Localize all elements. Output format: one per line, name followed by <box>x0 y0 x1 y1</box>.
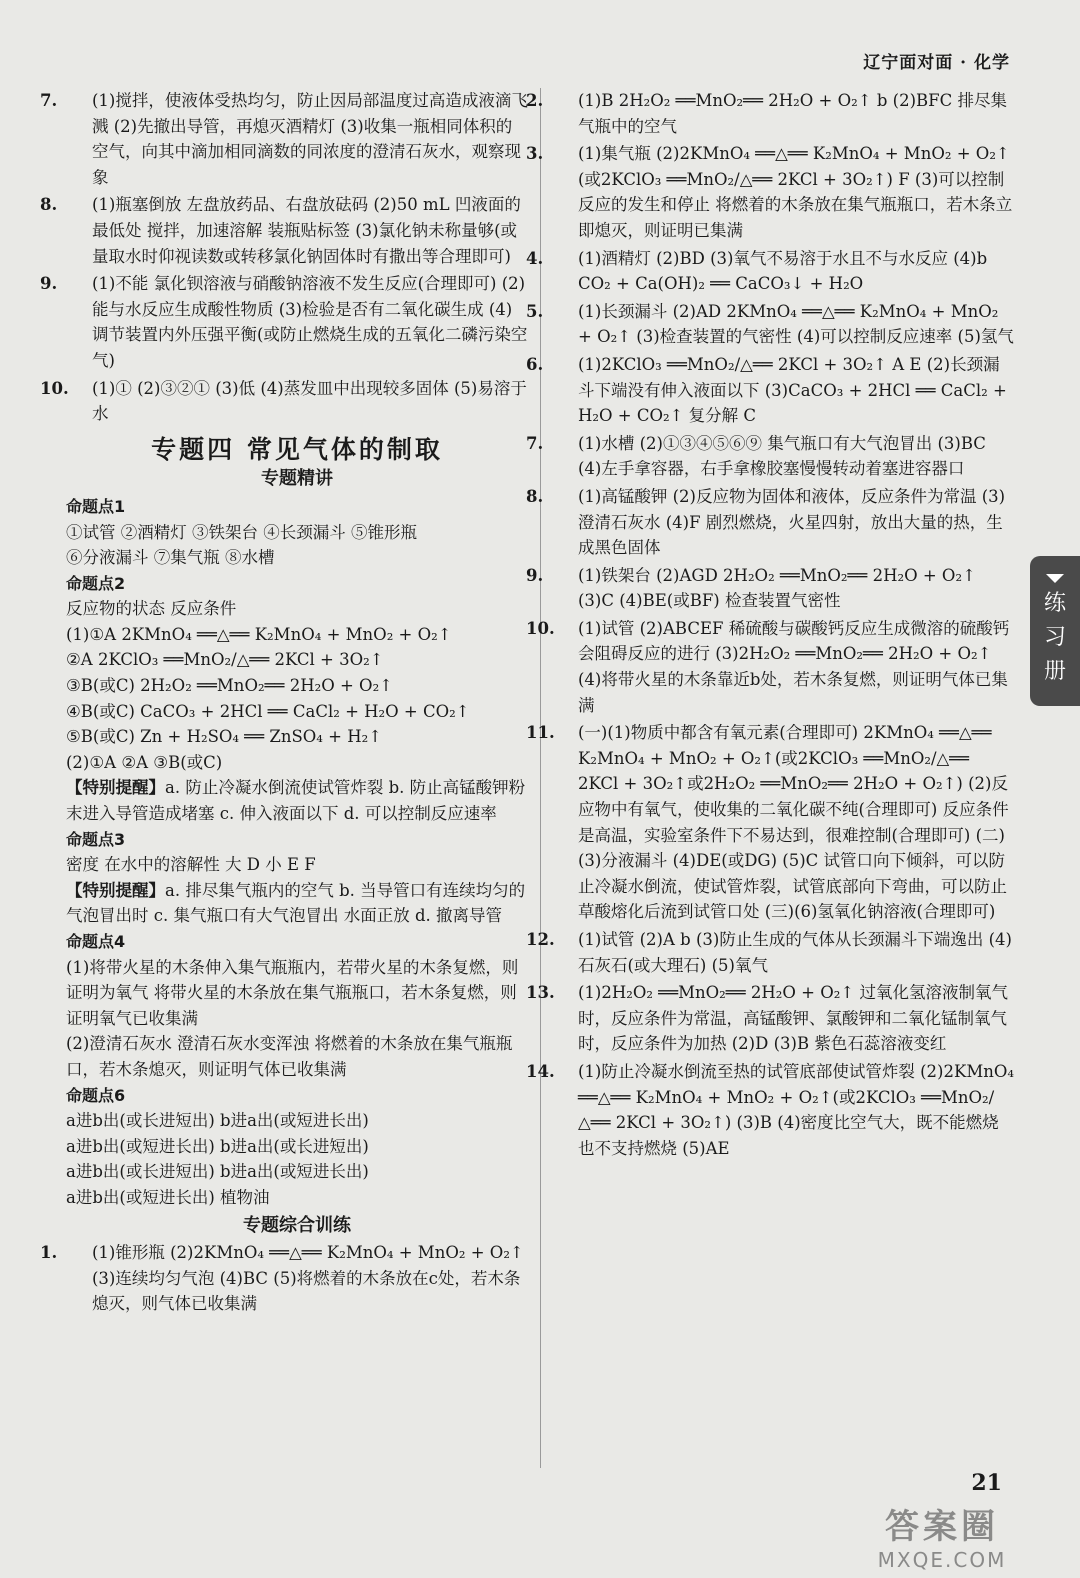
tip-paragraph: 【特别提醒】a. 防止冷凝水倒流使试管炸裂 b. 防止高锰酸钾粉末进入导管造成堵塞 c. 伸入液面以下 d. 可以控制反应速率 <box>66 778 526 824</box>
answer-item: 8. (1)高锰酸钾 (2)反应物为固体和液体，反应条件为常温 (3)澄清石灰水 (4)F 剧烈燃烧，火星四射，放出大量的热，生成黑色固体 <box>526 486 1006 558</box>
answer-item: 1. (1)锥形瓶 (2)2KMnO₄ ══△══ K₂MnO₄ + MnO₂ + O₂↑ (3)连续均匀气泡 (4)BC (5)将燃着的木条放在c处，若木条熄灭，则气体已收集满 <box>40 1243 530 1314</box>
point-title: 命题点4 <box>66 932 126 951</box>
answer-item: 14. (1)防止冷凝水倒流至热的试管底部使试管炸裂 (2)2KMnO₄ ══△══ K₂MnO₄ + MnO₂ + O₂↑(或2KClO₃ ══MnO₂/△══ 2KCl + 3O₂↑) (3)B (4)密度比空气大，既不能燃烧也不支持燃烧 (5)AE <box>526 1061 1020 1158</box>
equation-line: ②A 2KClO₃ ══MnO₂/△══ 2KCl + 3O₂↑ <box>66 650 384 670</box>
right-column <box>526 88 1020 1163</box>
point-title: 命题点2 <box>66 573 126 593</box>
text-line: ⑥分液漏斗 ⑦集气瓶 ⑧水槽 <box>66 548 275 568</box>
answer-item: 7. (1)搅拌，使液体受热均匀，防止因局部温度过高造成液滴飞溅 (2)先撤出导管，再熄灭酒精灯 (3)收集一瓶相同体积的空气，向其中滴加相同滴数的同浓度的澄清石灰水，观察现象 <box>40 91 528 187</box>
text-line: a进b出(或长进短出) b进a出(或短进长出) <box>66 1111 369 1131</box>
answer-item: 6. (1)2KClO₃ ══MnO₂/△══ 2KCl + 3O₂↑ A E (2)长颈漏斗下端没有伸入液面以下 (3)CaCO₃ + 2HCl ══ CaCl₂ + H₂O + CO₂↑ 复分解 C <box>526 354 1013 426</box>
answer-item: 9. (1)不能 氯化钡溶液与硝酸钠溶液不发生反应(合理即可) (2)能与水反应生成酸性物质 (3)检验是否有二氧化碳生成 (4)调节装置内外压强平衡(或防止燃烧生成的五氧化二磷污染空气) <box>40 274 528 370</box>
answer-item: 11. (一)(1)物质中都含有氧元素(合理即可) 2KMnO₄ ══△══ K₂MnO₄ + MnO₂ + O₂↑(或2KClO₃ ══MnO₂/△══ 2KCl + 3O₂↑或2H₂O₂ ══MnO₂══ 2H₂O + O₂↑) (2)反应物中有氧气，使收集的二氧化碳不纯(合理即可) 反应条件是高温，实验室条件下不易达到，很难控制(合理即可) (二)(3)分液漏斗 (4)DE(或DG) (5)C 试管口向下倾斜，可以防止冷凝水倒流，使试管炸裂，试管底部向下弯曲，可以防止草酸熔化后流到试管口处 (三)(6)氢氧化钠溶液(合理即可) <box>526 723 1009 922</box>
text-line: a进b出(或短进长出) b进a出(或长进短出) <box>66 1136 369 1156</box>
answer-item: 8. (1)瓶塞倒放 左盘放药品、右盘放砝码 (2)50 mL 凹液面的最低处 搅拌，加速溶解 装瓶贴标签 (3)氯化钠未称量够(或量取水时仰视读数或转移氯化钠固体时有撒出等合理即可) <box>40 195 521 266</box>
answer-item: 4. (1)酒精灯 (2)BD (3)氧气不易溶于水且不与水反应 (4)b CO₂ + Ca(OH)₂ ══ CaCO₃↓ + H₂O <box>526 248 993 294</box>
answer-item: 5. (1)长颈漏斗 (2)AD 2KMnO₄ ══△══ K₂MnO₄ + MnO₂ + O₂↑ (3)检查装置的气密性 (4)可以控制反应速率 (5)氢气 <box>526 301 1014 347</box>
equation-line: ③B(或C) 2H₂O₂ ══MnO₂══ 2H₂O + O₂↑ <box>66 676 394 696</box>
section-title: 专题四 常见气体的制取 <box>151 434 443 464</box>
point-title: 命题点3 <box>66 829 126 849</box>
answer-item: 13. (1)2H₂O₂ ══MnO₂══ 2H₂O + O₂↑ 过氧化氢溶液制氧气时，反应条件为常温，高锰酸钾、氯酸钾和二氧化锰制氧气时，反应条件为加热 (2)D (3)B 紫色石蕊溶液变红 <box>526 983 1008 1054</box>
subsection-title: 专题综合训练 <box>243 1214 351 1236</box>
page-number: 21 <box>971 1470 1002 1496</box>
triangle-down-icon <box>1046 574 1064 583</box>
text-line: (2)澄清石灰水 澄清石灰水变浑浊 将燃着的木条放在集气瓶瓶口，若木条熄灭，则证明气体已收集满 <box>66 1034 513 1079</box>
subsection-title: 专题精讲 <box>261 468 333 490</box>
answer-item: 10. (1)① (2)③②① (3)低 (4)蒸发皿中出现较多固体 (5)易溶于水 <box>40 378 527 424</box>
tab-char: 册 <box>1043 658 1066 684</box>
tab-char: 习 <box>1043 624 1066 650</box>
text-line: 密度 在水中的溶解性 大 D 小 E F <box>66 855 316 875</box>
point-title: 命题点1 <box>66 496 126 516</box>
text-line: (1)将带火星的木条伸入集气瓶瓶内，若带火星的木条复燃，则证明为氧气 将带火星的木条放在集气瓶瓶口，若木条复燃，则证明氧气已收集满 <box>66 957 519 1028</box>
answer-item: 7. (1)水槽 (2)①③④⑤⑥⑨ 集气瓶口有大气泡冒出 (3)BC (4)左手拿容器，右手拿橡胶塞慢慢转动着塞进容器口 <box>526 433 992 479</box>
equation-line: ④B(或C) CaCO₃ + 2HCl ══ CaCl₂ + H₂O + CO₂↑ <box>66 701 470 721</box>
text-line: ①试管 ②酒精灯 ③铁架台 ④长颈漏斗 ⑤锥形瓶 <box>66 522 417 542</box>
text-line: (2)①A ②A ③B(或C) <box>66 752 223 772</box>
column-divider <box>540 88 541 1468</box>
answer-item: 9. (1)铁架台 (2)AGD 2H₂O₂ ══MnO₂══ 2H₂O + O₂↑ (3)C (4)BE(或BF) 检查装置气密性 <box>526 565 982 611</box>
page-header: 辽宁面对面 · 化学 <box>863 53 1010 73</box>
answer-item: 12. (1)试管 (2)A b (3)防止生成的气体从长颈漏斗下端逸出 (4)石灰石(或大理石) (5)氧气 <box>526 930 1012 975</box>
practice-book-tab <box>1030 556 1080 706</box>
equation-line: (1)①A 2KMnO₄ ══△══ K₂MnO₄ + MnO₂ + O₂↑ <box>66 624 452 644</box>
left-column <box>40 88 530 1319</box>
equation-line: ⑤B(或C) Zn + H₂SO₄ ══ ZnSO₄ + H₂↑ <box>66 727 383 747</box>
point-title: 命题点6 <box>66 1085 126 1105</box>
answer-item: 2. (1)B 2H₂O₂ ══MnO₂══ 2H₂O + O₂↑ b (2)BFC 排尽集气瓶中的空气 <box>526 91 1007 136</box>
text-line: a进b出(或长进短出) b进a出(或短进长出) <box>66 1162 369 1182</box>
text-line: a进b出(或短进长出) 植物油 <box>66 1187 270 1207</box>
answer-item: 10. (1)试管 (2)ABCEF 稀硫酸与碳酸钙反应生成微溶的硫酸钙会阻碍反应的进行 (3)2H₂O₂ ══MnO₂══ 2H₂O + O₂↑ (4)将带火星的木条靠近b处，若木条复燃，则证明气体已集满 <box>526 618 1010 715</box>
watermark: 答案圈 MXQE.COM <box>877 1506 1007 1572</box>
text-line: 反应物的状态 反应条件 <box>66 599 237 619</box>
tab-char: 练 <box>1043 590 1066 616</box>
answer-item: 3. (1)集气瓶 (2)2KMnO₄ ══△══ K₂MnO₄ + MnO₂ + O₂↑ (或2KClO₃ ══MnO₂/△══ 2KCl + 3O₂↑) F (3)可以控制反应的发生和停止 将燃着的木条放在集气瓶瓶口，若木条立即熄灭，则证明已集满 <box>526 144 1016 240</box>
tip-paragraph: 【特别提醒】a. 排尽集气瓶内的空气 b. 当导管口有连续均匀的气泡冒出时 c. 集气瓶口有大气泡冒出 水面正放 d. 撤离导管 <box>66 880 526 926</box>
